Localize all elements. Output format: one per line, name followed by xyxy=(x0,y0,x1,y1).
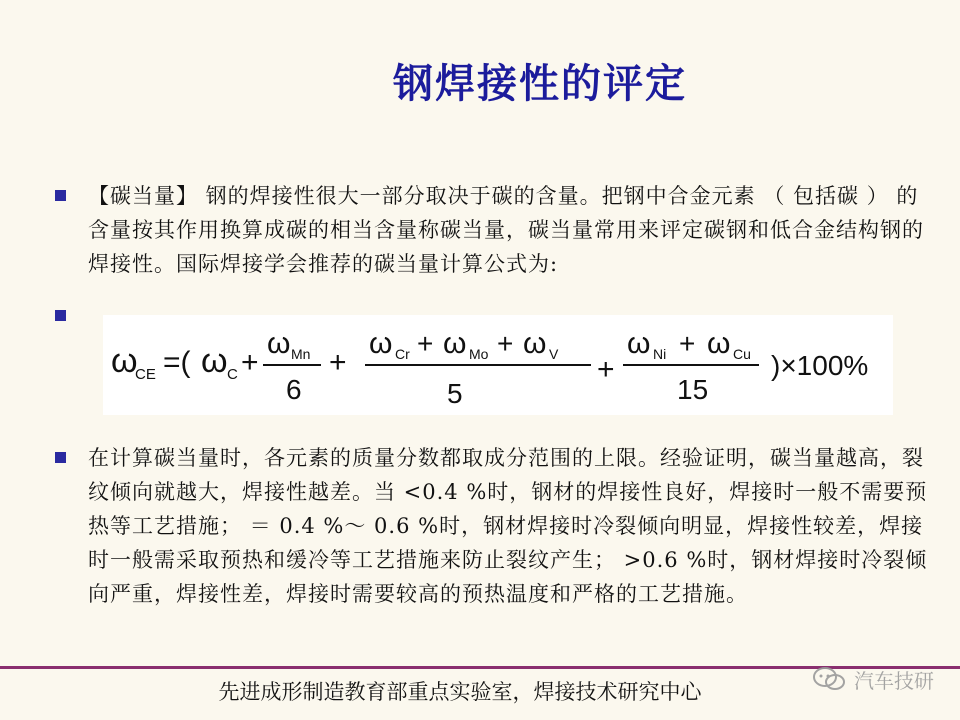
paragraph-evaluation: 在计算碳当量时，各元素的质量分数都取成分范围的上限。经验证明，碳当量越高，裂纹倾向就越大，焊接性越差。当 <0.4 %时，钢材的焊接性良好，焊接时一般不需要预热等工艺措施； ＝ 0.4 %～ 0.6 %时，钢材焊接时冷裂倾向明显，焊接性较差，焊接时一般需采取预热和缓冷等工艺措施来防止裂纹产生； >0.6 %时，钢材焊接时冷裂倾向严重，焊接性差，焊接时需要较高的预热温度和严格的工艺措施。 xyxy=(88,446,928,606)
bullet-2 xyxy=(55,310,66,321)
formula-plus-3: + xyxy=(417,328,434,359)
formula-plus-4: + xyxy=(497,328,514,359)
formula-mo: ω xyxy=(443,327,467,360)
formula-cr: ω xyxy=(369,327,393,360)
bullet-1 xyxy=(55,190,66,201)
formula-v-sub: V xyxy=(549,346,559,362)
formula-c: ω xyxy=(201,342,228,380)
formula-mn: ω xyxy=(267,327,291,360)
slide-title: 钢焊接性的评定 xyxy=(393,61,687,107)
formula-den-2: 5 xyxy=(447,378,463,409)
formula-cu-sub: Cu xyxy=(733,346,751,362)
formula-lhs-sub: CE xyxy=(135,366,156,383)
formula-den-3: 15 xyxy=(677,374,709,405)
formula-cu: ω xyxy=(707,327,731,360)
formula-ni: ω xyxy=(627,327,651,360)
chat-bubble-icon xyxy=(812,666,846,692)
formula-lhs: ω xyxy=(111,342,138,380)
paragraph-carbon-equivalent: 【碳当量】 钢的焊接性很大一部分取决于碳的含量。把钢中合金元素 （ 包括碳 ） 的含量按其作用换算成碳的相当含量称碳当量，碳当量常用来评定碳钢和低合金结构钢的焊接性。国际焊接学会推荐的碳当量计算公式为: xyxy=(88,184,924,276)
formula-tail: )×100% xyxy=(771,350,869,381)
formula-plus-5: + xyxy=(597,353,615,386)
formula-mn-sub: Mn xyxy=(291,346,311,362)
formula-mo-sub: Mo xyxy=(469,346,489,362)
formula-den-1: 6 xyxy=(286,374,302,405)
formula-plus-1: + xyxy=(241,346,259,379)
watermark xyxy=(812,664,934,694)
formula-ni-sub: Ni xyxy=(653,346,667,362)
formula-plus-6: + xyxy=(679,328,696,359)
footer-text: 先进成形制造教育部重点实验室，焊接技术研究中心 xyxy=(218,680,702,704)
formula-eq: =( xyxy=(163,346,191,379)
formula-plus-2: + xyxy=(329,346,347,379)
formula-v: ω xyxy=(523,327,547,360)
formula-c-sub: C xyxy=(227,366,238,383)
watermark-text: 汽车技研 xyxy=(854,668,934,693)
formula-image xyxy=(103,315,893,415)
formula-cr-sub: Cr xyxy=(395,346,410,362)
bullet-3 xyxy=(55,452,66,463)
